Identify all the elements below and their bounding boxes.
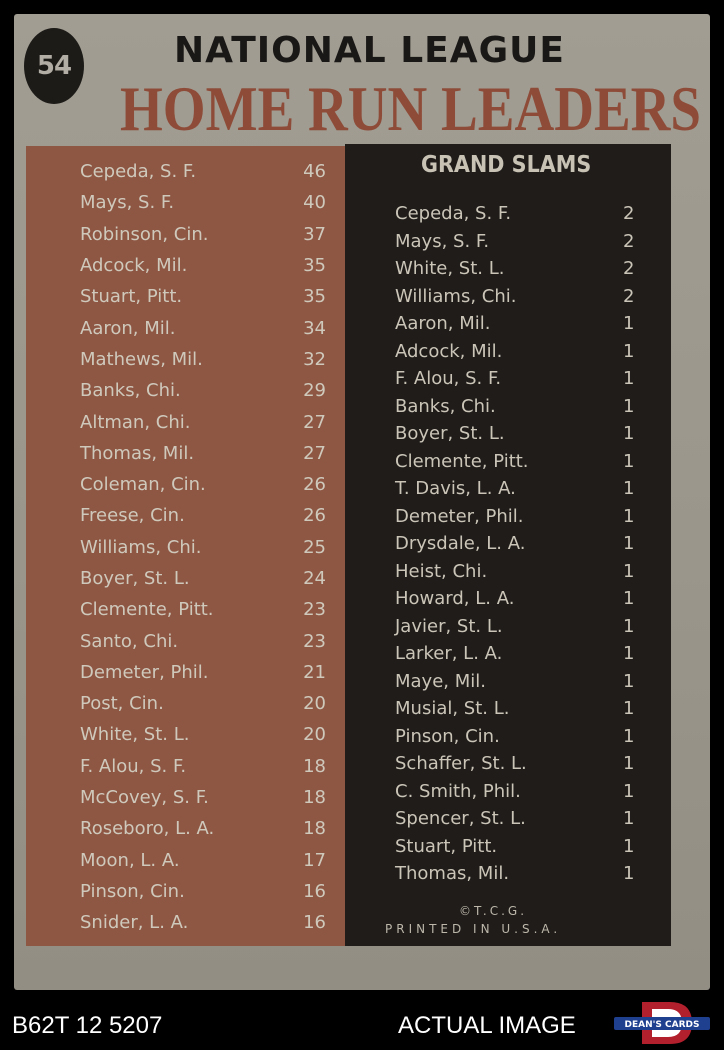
grand-slam-row bbox=[395, 200, 655, 228]
hr-leader-row bbox=[80, 187, 340, 218]
grand-slam-row bbox=[395, 778, 655, 806]
hr-leader-row bbox=[80, 312, 340, 343]
grand-slam-row-name: Drysdale, L. A. bbox=[395, 533, 526, 555]
hr-leader-row-name: Altman, Chi. bbox=[80, 411, 191, 433]
hr-leader-row-name: Freese, Cin. bbox=[80, 505, 185, 527]
grand-slam-row-value: 1 bbox=[623, 698, 635, 720]
hr-leader-row-name: Williams, Chi. bbox=[80, 536, 202, 558]
grand-slam-row bbox=[395, 640, 655, 668]
card-title-league: NATIONAL LEAGUE bbox=[174, 30, 565, 71]
grand-slam-row bbox=[395, 750, 655, 778]
hr-leader-row bbox=[80, 344, 340, 375]
grand-slams-list bbox=[395, 200, 655, 888]
grand-slam-row-name: Musial, St. L. bbox=[395, 698, 510, 720]
hr-leader-row-value: 32 bbox=[303, 348, 326, 370]
grand-slam-row bbox=[395, 448, 655, 476]
grand-slam-row bbox=[395, 530, 655, 558]
grand-slam-row-name: Mays, S. F. bbox=[395, 230, 490, 252]
hr-leader-row-name: Snider, L. A. bbox=[80, 912, 189, 934]
grand-slam-row-name: Banks, Chi. bbox=[395, 395, 496, 417]
hr-leader-row bbox=[80, 876, 340, 907]
hr-leader-row-name: Thomas, Mil. bbox=[80, 442, 195, 464]
hr-leader-row-value: 18 bbox=[303, 818, 326, 840]
hr-leader-row bbox=[80, 625, 340, 656]
grand-slam-row bbox=[395, 695, 655, 723]
hr-leader-row-value: 34 bbox=[303, 317, 326, 339]
hr-leader-row bbox=[80, 406, 340, 437]
hr-leader-row-name: F. Alou, S. F. bbox=[80, 755, 187, 777]
grand-slam-row-value: 1 bbox=[623, 478, 635, 500]
grand-slam-row-value: 1 bbox=[623, 753, 635, 775]
deans-cards-logo bbox=[612, 1000, 712, 1046]
hr-leader-row-value: 16 bbox=[303, 880, 326, 902]
hr-leader-row-value: 26 bbox=[303, 474, 326, 496]
grand-slam-row-value: 1 bbox=[623, 643, 635, 665]
home-run-leaders-list bbox=[80, 156, 340, 938]
grand-slam-row-value: 1 bbox=[623, 423, 635, 445]
grand-slam-row-name: Heist, Chi. bbox=[395, 560, 488, 582]
grand-slam-row-name: Demeter, Phil. bbox=[395, 505, 524, 527]
grand-slam-row-value: 1 bbox=[623, 450, 635, 472]
grand-slam-row bbox=[395, 393, 655, 421]
hr-leader-row-name: Stuart, Pitt. bbox=[80, 286, 183, 308]
hr-leader-row bbox=[80, 438, 340, 469]
hr-leader-row-value: 20 bbox=[303, 693, 326, 715]
grand-slam-row bbox=[395, 475, 655, 503]
grand-slam-row-value: 1 bbox=[623, 780, 635, 802]
grand-slam-row bbox=[395, 805, 655, 833]
hr-leader-row-value: 16 bbox=[303, 912, 326, 934]
hr-leader-row bbox=[80, 719, 340, 750]
hr-leader-row-name: Aaron, Mil. bbox=[80, 317, 176, 339]
card-title-main: HOME RUN LEADERS bbox=[120, 73, 702, 144]
grand-slam-row-name: Cepeda, S. F. bbox=[395, 203, 512, 225]
grand-slam-row-value: 2 bbox=[623, 258, 635, 280]
grand-slam-row-value: 2 bbox=[623, 203, 635, 225]
hr-leader-row bbox=[80, 156, 340, 187]
grand-slam-row-value: 1 bbox=[623, 505, 635, 527]
grand-slam-row-name: Clemente, Pitt. bbox=[395, 450, 529, 472]
hr-leader-row-name: Moon, L. A. bbox=[80, 849, 180, 871]
grand-slam-row bbox=[395, 668, 655, 696]
grand-slam-row-value: 1 bbox=[623, 560, 635, 582]
hr-leader-row-name: Clemente, Pitt. bbox=[80, 599, 214, 621]
hr-leader-row-name: Boyer, St. L. bbox=[80, 568, 190, 589]
grand-slams-title: GRAND SLAMS bbox=[421, 152, 592, 178]
hr-leader-row-value: 21 bbox=[303, 661, 326, 683]
grand-slam-row-value: 1 bbox=[623, 313, 635, 335]
hr-leader-row-name: White, St. L. bbox=[80, 724, 190, 746]
grand-slam-row-value: 1 bbox=[623, 615, 635, 637]
hr-leader-row bbox=[80, 219, 340, 250]
baseball-card bbox=[14, 14, 710, 990]
hr-leader-row bbox=[80, 782, 340, 813]
grand-slam-row-name: White, St. L. bbox=[395, 258, 505, 280]
footer-cert-number: B62T 12 5207 bbox=[12, 1012, 163, 1039]
hr-leader-row-name: Coleman, Cin. bbox=[80, 474, 206, 496]
hr-leader-row-value: 37 bbox=[303, 223, 326, 245]
hr-leader-row bbox=[80, 250, 340, 281]
hr-leader-row bbox=[80, 907, 340, 938]
hr-leader-row-value: 35 bbox=[303, 255, 326, 277]
hr-leader-row-name: Demeter, Phil. bbox=[80, 661, 209, 683]
grand-slam-row bbox=[395, 558, 655, 586]
grand-slam-row-value: 1 bbox=[623, 670, 635, 692]
grand-slam-row-name: F. Alou, S. F. bbox=[395, 368, 502, 390]
grand-slam-row-name: Javier, St. L. bbox=[395, 615, 503, 637]
hr-leader-row-name: Roseboro, L. A. bbox=[80, 818, 215, 840]
grand-slam-row bbox=[395, 338, 655, 366]
grand-slam-row-value: 1 bbox=[623, 835, 635, 857]
grand-slam-row-value: 1 bbox=[623, 725, 635, 747]
hr-leader-row-value: 27 bbox=[303, 442, 326, 464]
hr-leader-row-name: Adcock, Mil. bbox=[80, 255, 188, 277]
grand-slam-row-value: 2 bbox=[623, 230, 635, 252]
grand-slam-row bbox=[395, 310, 655, 338]
hr-leader-row-value: 27 bbox=[303, 411, 326, 433]
grand-slam-row-name: Williams, Chi. bbox=[395, 285, 517, 307]
logo-text: DEAN'S CARDS bbox=[624, 1020, 700, 1030]
hr-leader-row bbox=[80, 657, 340, 688]
grand-slam-row-value: 1 bbox=[623, 588, 635, 610]
hr-leader-row-value: 26 bbox=[303, 505, 326, 527]
grand-slam-row bbox=[395, 365, 655, 393]
copyright-text: ©T.C.G. bbox=[459, 904, 528, 918]
hr-leader-row-name: Banks, Chi. bbox=[80, 380, 181, 402]
hr-leader-row bbox=[80, 845, 340, 876]
grand-slam-row bbox=[395, 283, 655, 311]
hr-leader-row-name: Robinson, Cin. bbox=[80, 223, 209, 245]
grand-slam-row-name: Maye, Mil. bbox=[395, 670, 486, 692]
hr-leader-row-value: 23 bbox=[303, 599, 326, 621]
hr-leader-row-value: 40 bbox=[303, 192, 326, 214]
grand-slam-row-name: Schaffer, St. L. bbox=[395, 753, 527, 775]
grand-slam-row-name: Adcock, Mil. bbox=[395, 340, 503, 362]
grand-slam-row bbox=[395, 228, 655, 256]
hr-leader-row-value: 17 bbox=[303, 849, 326, 871]
hr-leader-row-name: Cepeda, S. F. bbox=[80, 161, 197, 183]
grand-slam-row-value: 1 bbox=[623, 340, 635, 362]
grand-slam-row-value: 1 bbox=[623, 368, 635, 390]
grand-slam-row bbox=[395, 255, 655, 283]
hr-leader-row-value: 18 bbox=[303, 787, 326, 809]
hr-leader-row-value: 18 bbox=[303, 755, 326, 777]
grand-slam-row-name: C. Smith, Phil. bbox=[395, 780, 521, 802]
grand-slam-row bbox=[395, 613, 655, 641]
printed-in-text: PRINTED IN U.S.A. bbox=[385, 922, 562, 936]
grand-slam-row-name: Larker, L. A. bbox=[395, 643, 503, 665]
grand-slam-row-name: Howard, L. A. bbox=[395, 588, 515, 610]
grand-slam-row-name: Stuart, Pitt. bbox=[395, 835, 498, 857]
grand-slam-row-name: Pinson, Cin. bbox=[395, 725, 500, 747]
home-run-leaders-panel bbox=[26, 146, 348, 946]
hr-leader-row bbox=[80, 375, 340, 406]
hr-leader-row-name: McCovey, S. F. bbox=[80, 787, 209, 809]
grand-slam-row-value: 2 bbox=[623, 285, 635, 307]
grand-slam-row bbox=[395, 833, 655, 861]
hr-leader-row-value: 46 bbox=[303, 161, 326, 183]
grand-slam-row-value: 1 bbox=[623, 863, 635, 885]
hr-leader-row-value: 20 bbox=[303, 724, 326, 746]
hr-leader-row-value: 23 bbox=[303, 630, 326, 652]
hr-leader-row-value: 25 bbox=[303, 536, 326, 558]
grand-slam-row bbox=[395, 860, 655, 888]
grand-slam-row-name: T. Davis, L. A. bbox=[395, 478, 516, 500]
hr-leader-row bbox=[80, 532, 340, 563]
hr-leader-row-name: Mays, S. F. bbox=[80, 192, 175, 214]
hr-leader-row-name: Pinson, Cin. bbox=[80, 880, 185, 902]
grand-slam-row-value: 1 bbox=[623, 395, 635, 417]
hr-leader-row bbox=[80, 594, 340, 625]
hr-leader-row-name: Mathews, Mil. bbox=[80, 348, 203, 370]
grand-slam-row-name: Thomas, Mil. bbox=[395, 863, 510, 885]
hr-leader-row-value: 24 bbox=[303, 568, 326, 589]
grand-slam-row-value: 1 bbox=[623, 533, 635, 555]
card-number-badge bbox=[24, 28, 84, 104]
hr-leader-row bbox=[80, 563, 340, 594]
grand-slam-row-name: Aaron, Mil. bbox=[395, 313, 491, 335]
hr-leader-row bbox=[80, 500, 340, 531]
hr-leader-row bbox=[80, 469, 340, 500]
hr-leader-row-name: Santo, Chi. bbox=[80, 630, 179, 652]
grand-slam-row bbox=[395, 420, 655, 448]
card-number: 54 bbox=[36, 51, 72, 81]
hr-leader-row bbox=[80, 813, 340, 844]
grand-slam-row bbox=[395, 723, 655, 751]
grand-slam-row-name: Boyer, St. L. bbox=[395, 423, 505, 445]
grand-slam-row bbox=[395, 585, 655, 613]
grand-slam-row-name: Spencer, St. L. bbox=[395, 808, 526, 830]
hr-leader-row-name: Post, Cin. bbox=[80, 693, 164, 715]
hr-leader-row-value: 35 bbox=[303, 286, 326, 308]
grand-slams-panel bbox=[345, 144, 671, 946]
hr-leader-row bbox=[80, 688, 340, 719]
hr-leader-row-value: 29 bbox=[303, 380, 326, 402]
hr-leader-row bbox=[80, 281, 340, 312]
footer-actual-image: ACTUAL IMAGE bbox=[398, 1012, 576, 1039]
hr-leader-row bbox=[80, 751, 340, 782]
grand-slam-row-value: 1 bbox=[623, 808, 635, 830]
grand-slam-row bbox=[395, 503, 655, 531]
